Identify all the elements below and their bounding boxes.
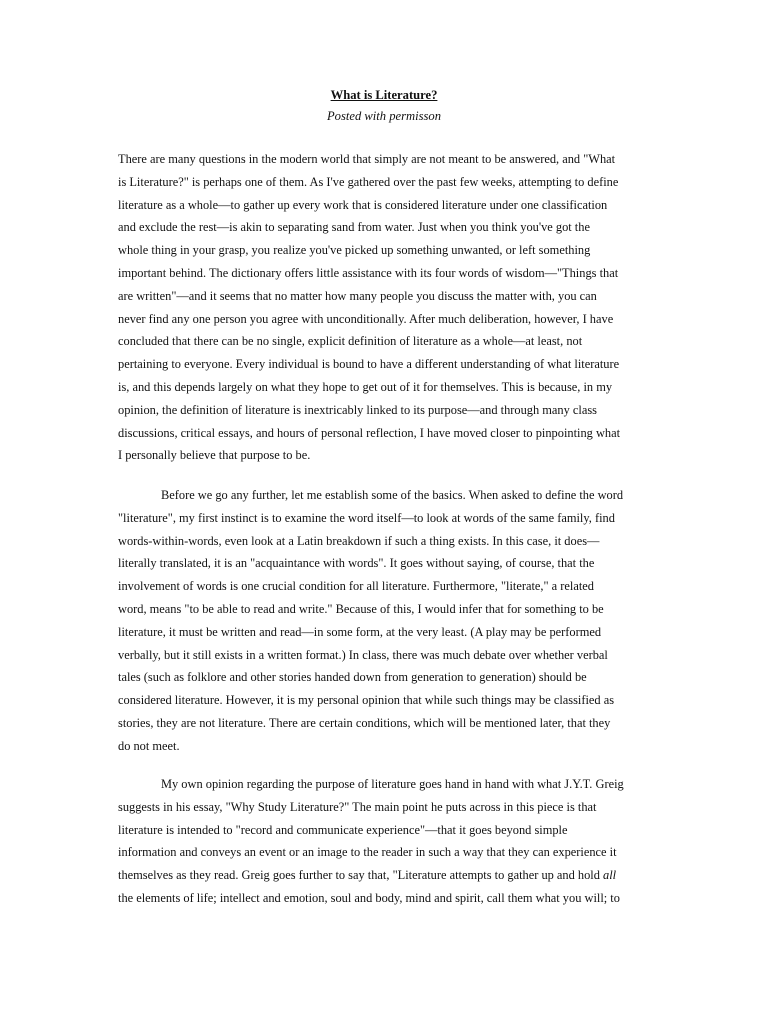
text-line: is, and this depends largely on what they hope to get out of it for themselves. This is because, in my: [118, 379, 613, 394]
text-line: and exclude the rest—is akin to separating sand from water. Just when you think you've got the: [118, 220, 590, 235]
text-line: literally translated, it is an "acquaintance with words". It goes without saying, of course, that the: [118, 556, 595, 571]
text-line-segment: themselves as they read. Greig goes further to say that, "Literature attempts to gather up and hold: [118, 868, 604, 883]
document-subtitle: Posted with permisson: [326, 109, 442, 123]
text-line: involvement of words is one crucial condition for all literature. Furthermore, "literate," a related: [118, 579, 594, 594]
text-line: pertaining to everyone. Every individual is bound to have a different understanding of what literature: [118, 357, 620, 372]
text-line: never find any one person you agree with unconditionally. After much deliberation, however, I have: [118, 311, 614, 326]
paragraph-1: [118, 148, 658, 467]
text-line: Before we go any further, let me establish some of the basics. When asked to define the word: [161, 488, 624, 502]
text-line: considered literature. However, it is my personal opinion that while such things may be classified as: [118, 693, 615, 708]
text-line: I personally believe that purpose to be.: [118, 448, 311, 463]
text-line: stories, they are not literature. There are certain conditions, which will be mentioned later, that they: [118, 715, 611, 730]
text-line: My own opinion regarding the purpose of literature goes hand in hand with what J.Y.T. Greig: [161, 777, 624, 791]
text-line: information and conveys an event or an image to the reader in such a way that they can experience it: [118, 845, 617, 860]
text-line: word, means "to be able to read and write." Because of this, I would infer that for something to be: [118, 601, 604, 616]
text-line: suggests in his essay, "Why Study Literature?" The main point he puts across in this piece is that: [118, 799, 597, 814]
paragraph-2: [118, 484, 658, 758]
text-line: "literature", my first instinct is to examine the word itself—to look at words of the same family, find: [118, 510, 615, 525]
text-line: words-within-words, even look at a Latin breakdown if such a thing exists. In this case, it does—: [118, 533, 600, 548]
text-line: discussions, critical essays, and hours of personal reflection, I have moved closer to pinpointing what: [118, 425, 621, 440]
text-line: concluded that there can be no single, explicit definition of literature as a whole—at least, not: [118, 334, 583, 349]
document-title: What is Literature?: [330, 88, 438, 102]
text-line: do not meet.: [118, 738, 180, 753]
text-line: opinion, the definition of literature is inextricably linked to its purpose—and through many class: [118, 402, 598, 417]
text-line: literature as a whole—to gather up every work that is considered literature under one classification: [118, 197, 608, 212]
paragraph-3: [118, 773, 658, 910]
text-line: There are many questions in the modern world that simply are not meant to be answered, and "What: [118, 152, 616, 166]
text-line: [118, 864, 658, 887]
text-line: are written"—and it seems that no matter how many people you discuss the matter with, you can: [118, 288, 597, 303]
text-line: important behind. The dictionary offers little assistance with its four words of wisdom—"Things that: [118, 265, 619, 280]
text-line: whole thing in your grasp, you realize you've picked up something unwanted, or left something: [118, 243, 591, 258]
text-line: literature is intended to "record and communicate experience"—that it goes beyond simple: [118, 822, 568, 837]
text-line: literature, it must be written and read—in some form, at the very least. (A play may be performed: [118, 624, 602, 639]
text-line: is Literature?" is perhaps one of them. As I've gathered over the past few weeks, attempting to define: [118, 174, 619, 189]
text-line: verbally, but it still exists in a written format.) In class, there was much debate over whether verbal: [118, 647, 608, 662]
text-line: tales (such as folklore and other stories handed down from generation to generation) should be: [118, 670, 587, 685]
text-line: the elements of life; intellect and emotion, soul and body, mind and spirit, call them what you will; to: [118, 890, 620, 905]
emphasized-word: all: [603, 868, 617, 883]
